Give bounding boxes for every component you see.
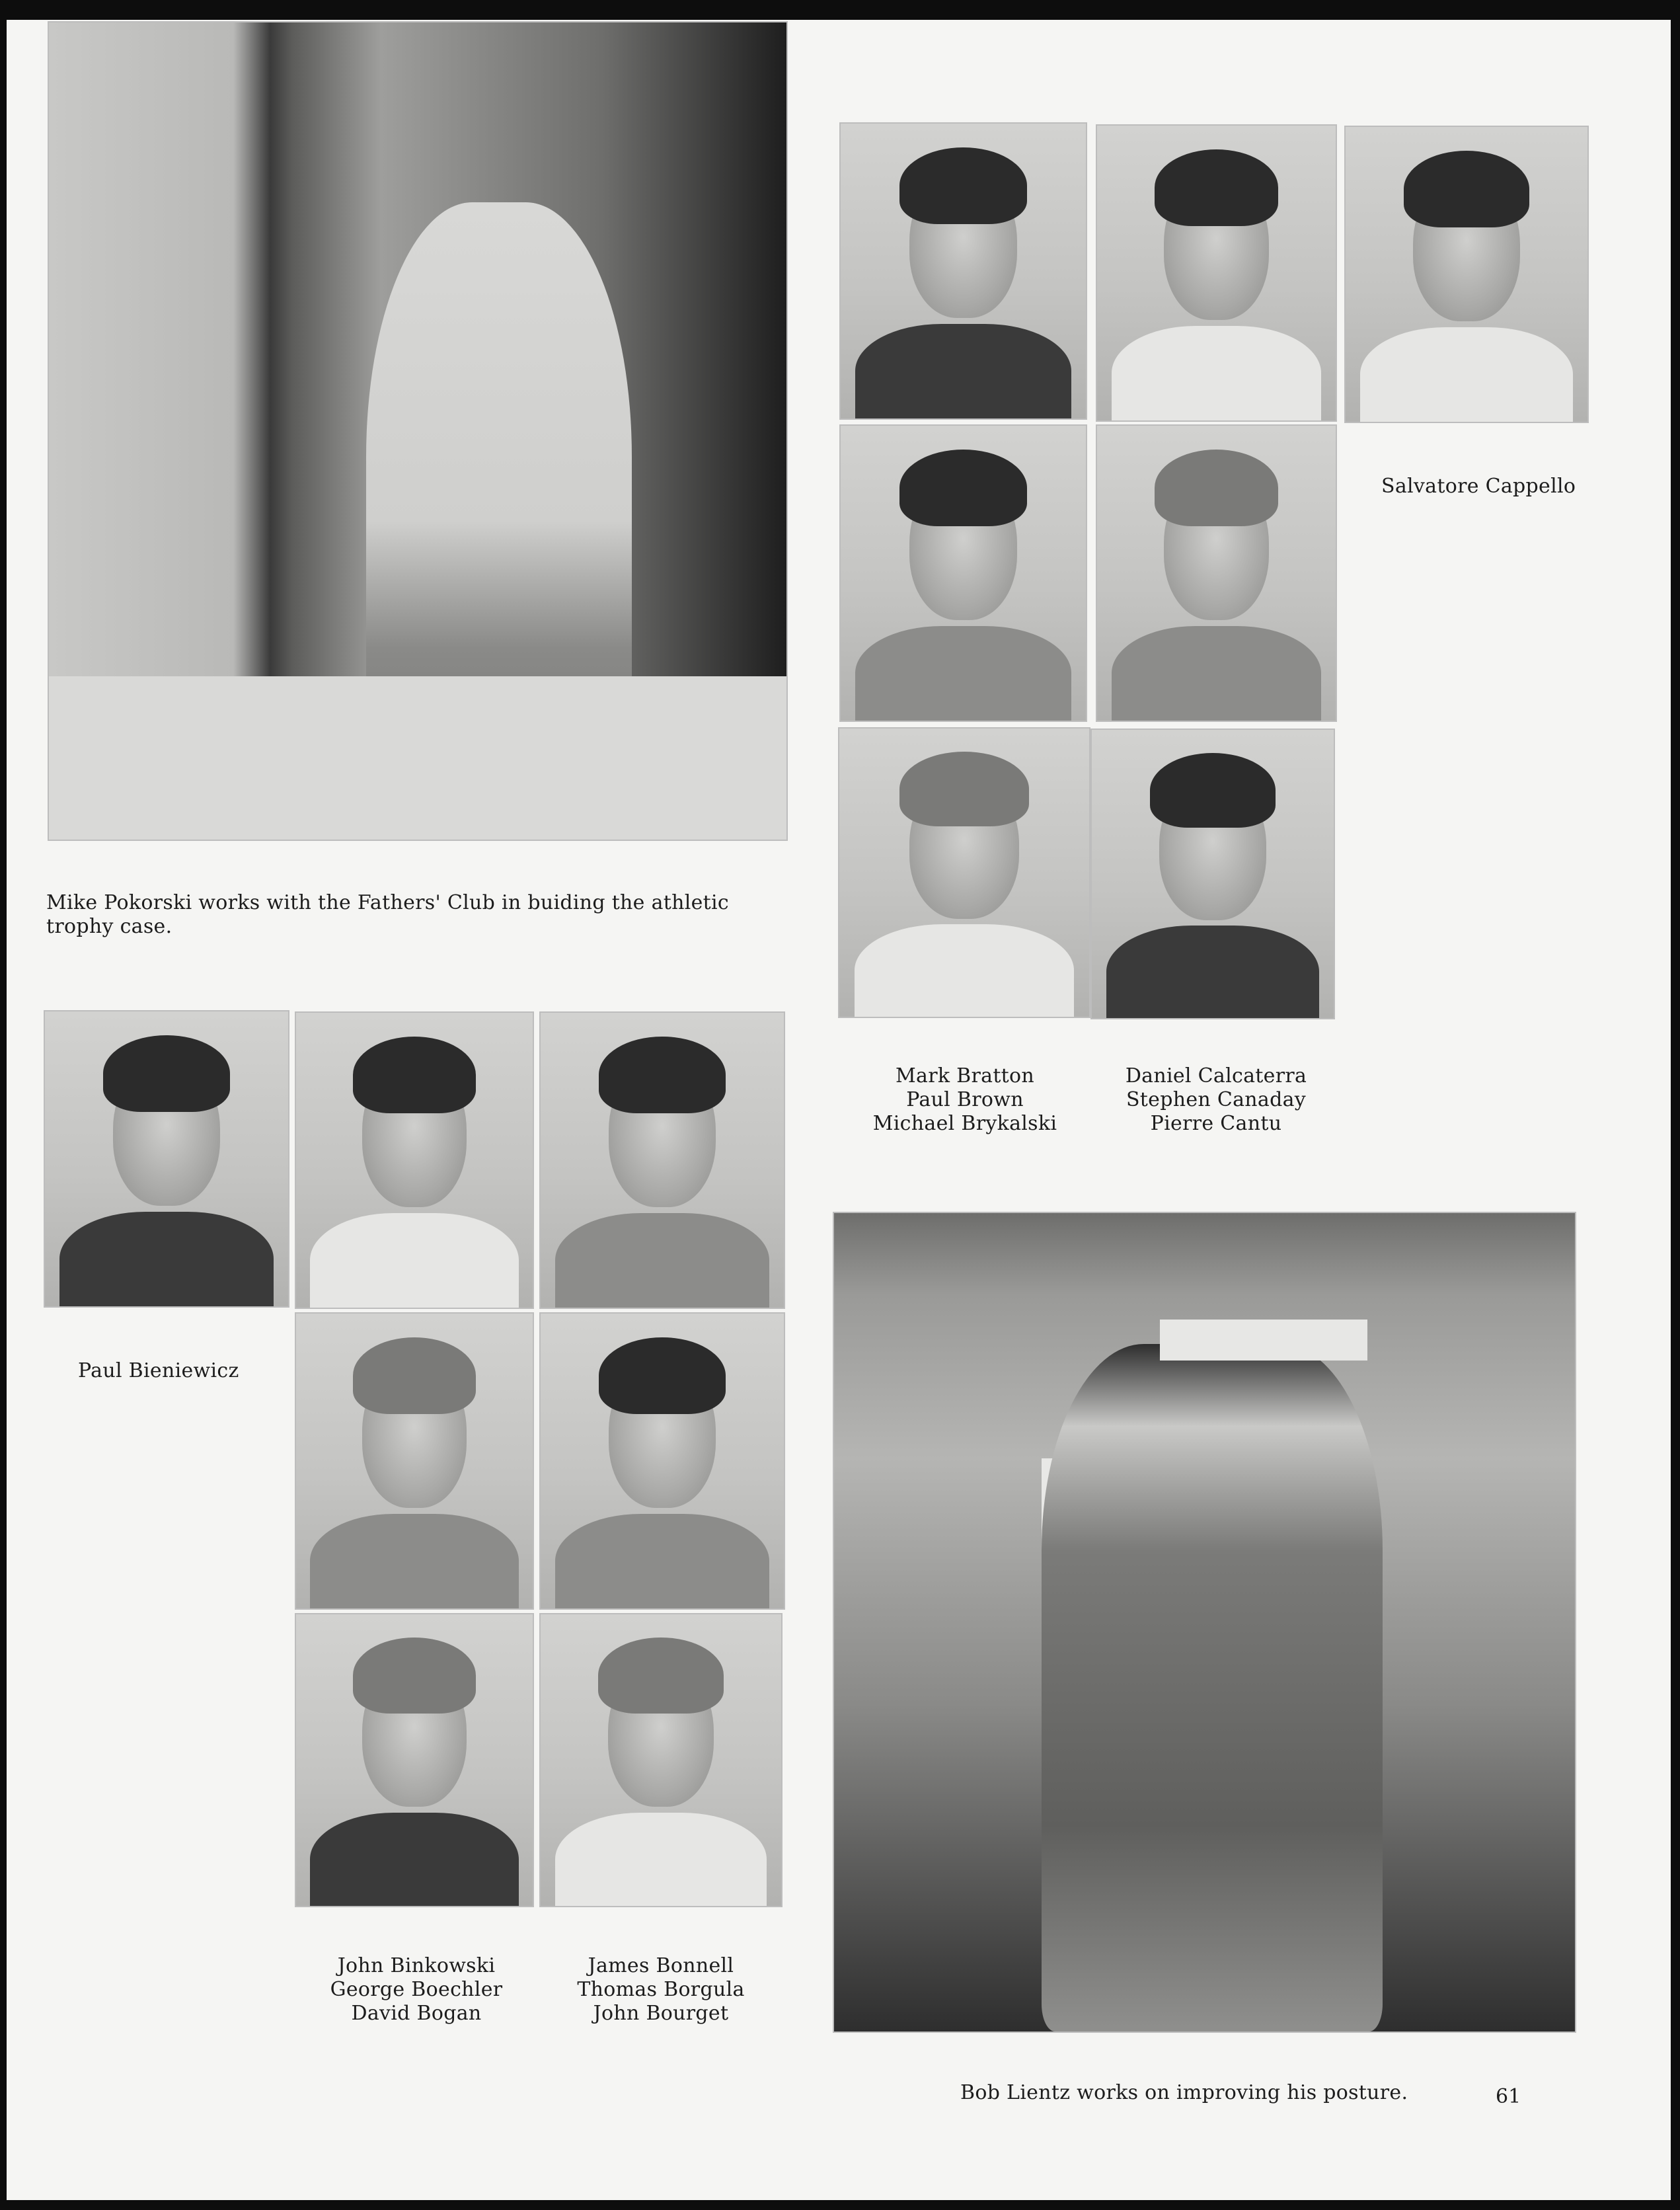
yearbook-page [7, 20, 1671, 2200]
name-paul-bieniewicz: Paul Bieniewicz [78, 1359, 239, 1382]
portrait-mark-bratton [839, 122, 1087, 420]
portrait-david-bogan [295, 1613, 534, 1907]
photo-pokorski-trophy-case [48, 21, 788, 841]
photo-book [1160, 1320, 1367, 1361]
photo-lientz-posture [833, 1212, 1576, 2033]
portrait-george-boechler [295, 1312, 534, 1610]
name-line: Stephen Canaday [1126, 1088, 1307, 1111]
portrait-john-bourget [539, 1613, 783, 1907]
names-column-calcaterra [1097, 1064, 1335, 1136]
names-column-bonnell [542, 1954, 780, 2026]
names-column-bratton [846, 1064, 1084, 1136]
portrait-pierre-cantu [1090, 729, 1335, 1019]
names-column-binkowski [297, 1954, 535, 2026]
name-line: Paul Brown [906, 1088, 1024, 1111]
name-line: Michael Brykalski [872, 1112, 1057, 1135]
portrait-paul-bieniewicz [44, 1010, 289, 1308]
caption-lientz: Bob Lientz works on improving his posture. [960, 2081, 1408, 2104]
name-line: James Bonnell [588, 1954, 734, 1977]
photo-figure [1042, 1344, 1383, 2032]
name-line: Daniel Calcaterra [1125, 1064, 1307, 1087]
name-line: John Binkowski [337, 1954, 496, 1977]
portrait-thomas-borgula [539, 1312, 785, 1610]
caption-pokorski: Mike Pokorski works with the Fathers' Club in buiding the athletic trophy case. [46, 891, 730, 938]
portrait-daniel-calcaterra [1096, 124, 1337, 422]
name-line: John Bourget [593, 2002, 729, 2025]
name-salvatore-cappello: Salvatore Cappello [1381, 475, 1576, 498]
portrait-john-binkowski [295, 1011, 534, 1309]
photo-counter [49, 676, 786, 840]
name-line: David Bogan [351, 2002, 482, 2025]
name-line: Thomas Borgula [577, 1978, 745, 2001]
portrait-stephen-canaday [1096, 424, 1337, 722]
portrait-michael-brykalski [838, 727, 1090, 1018]
page-number: 61 [1496, 2085, 1521, 2108]
name-line: Mark Bratton [895, 1064, 1035, 1087]
name-line: Pierre Cantu [1150, 1112, 1282, 1135]
portrait-james-bonnell [539, 1011, 785, 1309]
portrait-salvatore-cappello [1344, 126, 1589, 423]
portrait-paul-brown [839, 424, 1087, 722]
name-line: George Boechler [330, 1978, 503, 2001]
